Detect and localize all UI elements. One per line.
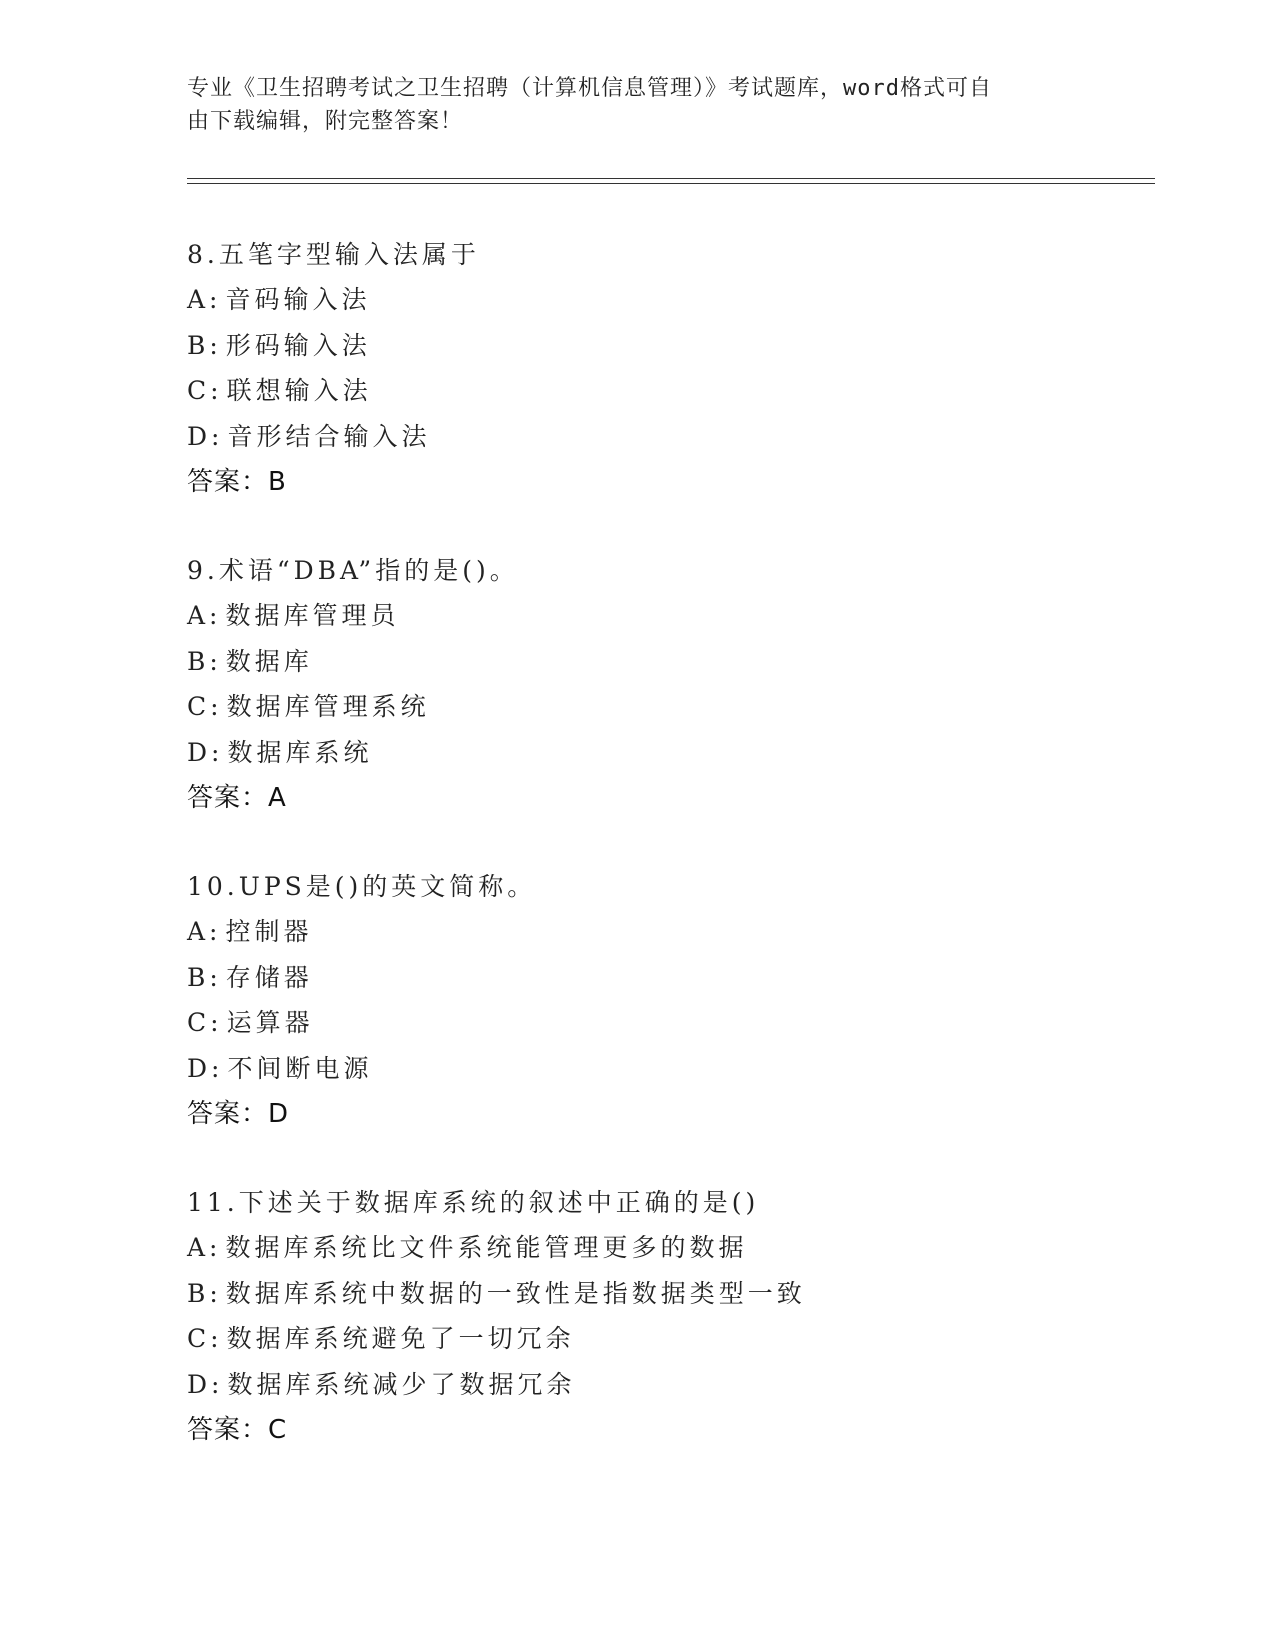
header-line-2: 由下载编辑，附完整答案！ — [187, 109, 464, 134]
option-d — [187, 1046, 1187, 1092]
option-text: 音码输入法 — [225, 285, 371, 314]
option-text: 数据库系统 — [227, 737, 373, 767]
option-letter: D: — [187, 737, 224, 767]
option-b — [187, 323, 1187, 369]
header-divider-top — [187, 178, 1155, 179]
option-text: 联想输入法 — [226, 376, 372, 405]
option-text: 形码输入法 — [225, 330, 371, 360]
option-c — [187, 1316, 1187, 1362]
option-text: 运算器 — [226, 1008, 314, 1037]
option-c — [187, 1000, 1187, 1046]
option-text: 数据库系统避免了一切冗余 — [226, 1324, 575, 1353]
header-divider-bottom — [187, 183, 1155, 184]
option-d — [187, 414, 1187, 460]
option-letter: A: — [187, 601, 222, 630]
option-b — [187, 955, 1187, 1001]
option-letter: C: — [187, 1008, 223, 1037]
option-a — [187, 1225, 1187, 1271]
option-text: 不间断电源 — [227, 1053, 373, 1083]
option-text: 存储器 — [225, 962, 313, 992]
question-block — [187, 1180, 1187, 1453]
option-text: 数据库系统减少了数据冗余 — [227, 1369, 576, 1399]
question-block — [187, 232, 1187, 505]
question-stem: 11.下述关于数据库系统的叙述中正确的是() — [187, 1188, 760, 1217]
option-a — [187, 593, 1187, 639]
option-text: 数据库系统中数据的一致性是指数据类型一致 — [225, 1278, 806, 1308]
question-stem: 9.术语“DBA”指的是()。 — [187, 556, 519, 585]
option-letter: C: — [187, 376, 223, 405]
option-letter: C: — [187, 1324, 223, 1353]
answer-line: 答案：D — [187, 1099, 290, 1129]
option-text: 音形结合输入法 — [227, 421, 431, 451]
answer-line: 答案：A — [187, 783, 287, 813]
option-letter: B: — [187, 1278, 222, 1308]
question-block — [187, 864, 1187, 1137]
option-d — [187, 1362, 1187, 1408]
option-text: 数据库管理员 — [225, 601, 400, 630]
option-a — [187, 277, 1187, 323]
option-a — [187, 909, 1187, 955]
option-letter: D: — [187, 1053, 224, 1083]
question-stem: 10.UPS是()的英文简称。 — [187, 872, 537, 901]
option-letter: B: — [187, 646, 222, 676]
option-letter: C: — [187, 692, 223, 721]
option-letter: A: — [187, 285, 222, 314]
option-text: 数据库系统比文件系统能管理更多的数据 — [225, 1233, 748, 1262]
option-b — [187, 1271, 1187, 1317]
option-letter: A: — [187, 1233, 222, 1262]
answer-line: 答案：B — [187, 467, 287, 497]
question-block — [187, 548, 1187, 821]
answer-line: 答案：C — [187, 1415, 288, 1445]
option-text: 数据库管理系统 — [226, 692, 430, 721]
option-text: 数据库 — [225, 646, 313, 676]
option-letter: D: — [187, 421, 224, 451]
option-letter: A: — [187, 917, 222, 946]
option-letter: D: — [187, 1369, 224, 1399]
option-c — [187, 368, 1187, 414]
option-text: 控制器 — [225, 917, 313, 946]
question-stem: 8.五笔字型输入法属于 — [187, 240, 480, 269]
option-b — [187, 639, 1187, 685]
document-header — [187, 72, 1067, 138]
option-c — [187, 684, 1187, 730]
option-letter: B: — [187, 330, 222, 360]
header-line-1: 专业《卫生招聘考试之卫生招聘（计算机信息管理）》考试题库，word格式可自 — [187, 76, 992, 101]
option-letter: B: — [187, 962, 222, 992]
option-d — [187, 730, 1187, 776]
